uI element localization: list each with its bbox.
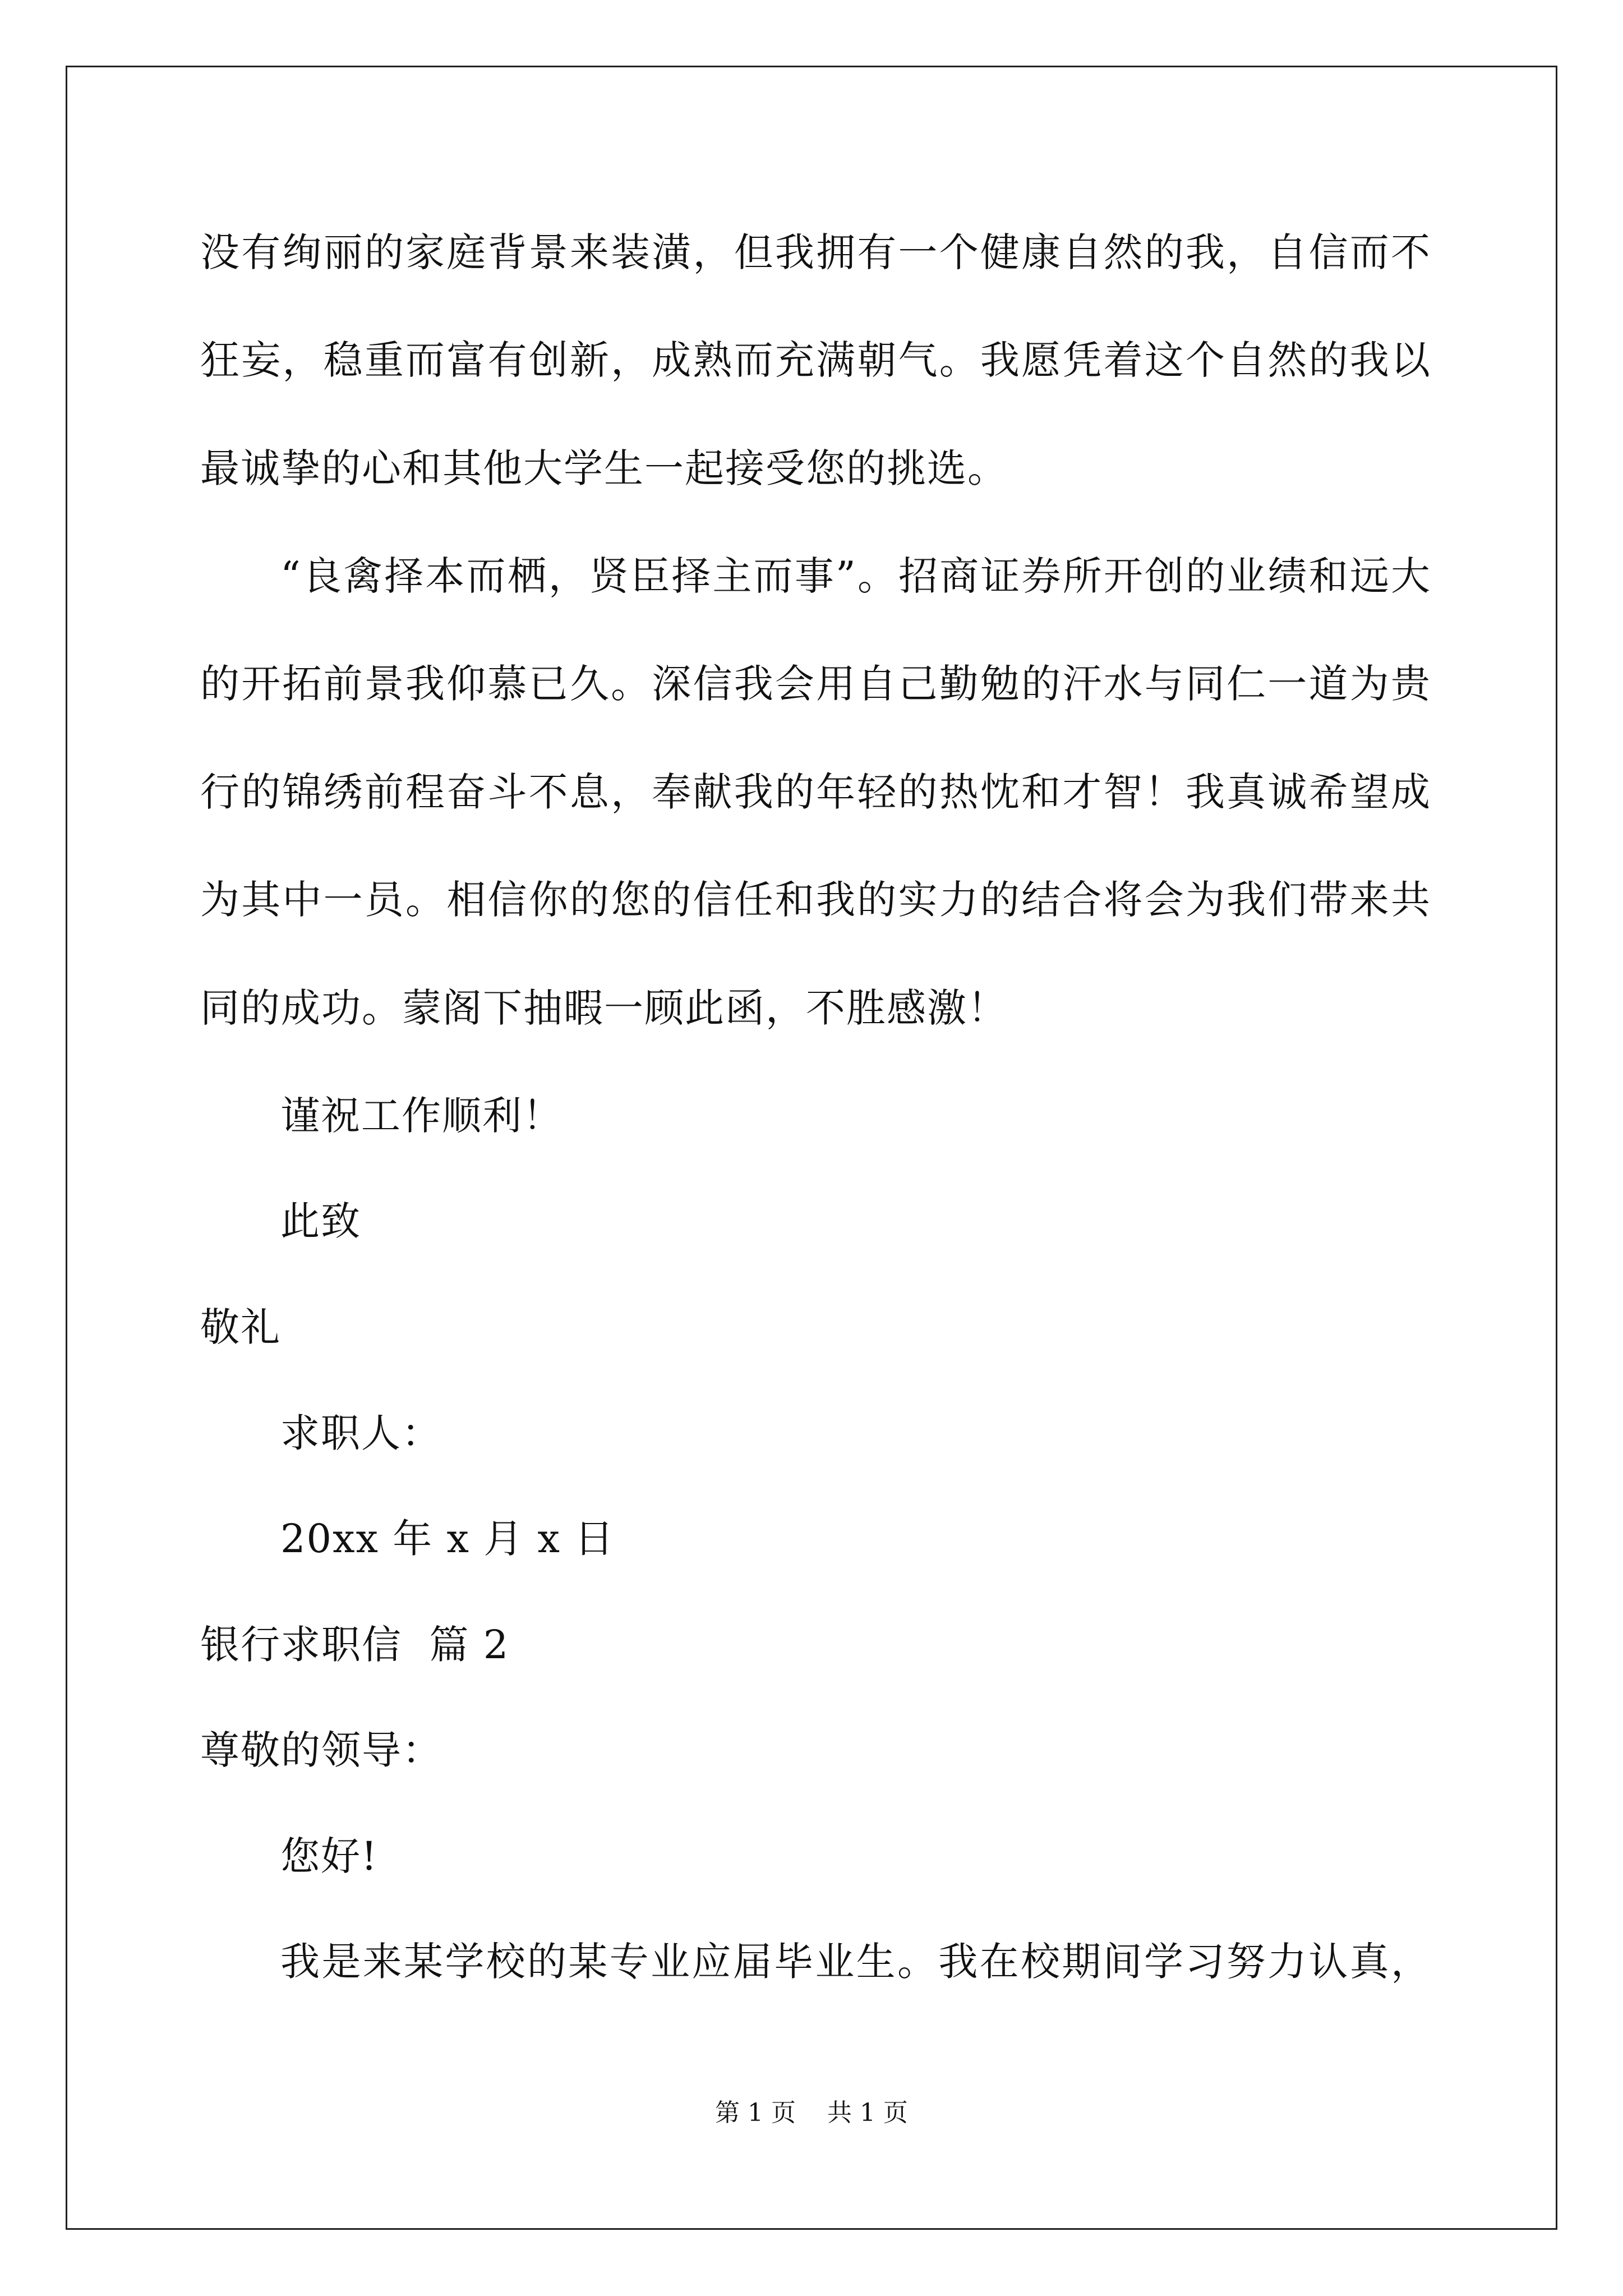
paragraph-line: 同的成功。蒙阁下抽暇一顾此函，不胜感激！ — [200, 985, 1008, 1031]
hello-line: 您好! — [280, 1833, 379, 1879]
page-footer: 第 1 页 共 1 页 — [715, 2099, 908, 2127]
section-heading: 银行求职信 篇 2 — [200, 1622, 510, 1668]
page-border — [66, 66, 1557, 2230]
greeting-line: 尊敬的领导： — [200, 1727, 442, 1773]
salutation-cizhi: 此致 — [280, 1198, 361, 1244]
closing-wish: 谨祝工作顺利！ — [280, 1093, 563, 1139]
paragraph-line: 的开拓前景我仰慕已久。深信我会用自己勤勉的汗水与同仁一道为贵 — [200, 661, 1431, 707]
applicant-label: 求职人： — [280, 1410, 442, 1456]
paragraph-line: 我是来某学校的某专业应届毕业生。我在校期间学习努力认真， — [280, 1939, 1431, 1985]
paragraph-line: 为其中一员。相信你的您的信任和我的实力的结合将会为我们带来共 — [200, 877, 1431, 923]
date-line: 20xx 年 x 月 x 日 — [280, 1516, 615, 1562]
paragraph-line: 狂妄，稳重而富有创新，成熟而充满朝气。我愿凭着这个自然的我以 — [200, 337, 1431, 383]
paragraph-line: 最诚挚的心和其他大学生一起接受您的挑选。 — [200, 445, 1008, 491]
paragraph-line: 行的锦绣前程奋斗不息，奉献我的年轻的热忱和才智！我真诚希望成 — [200, 769, 1431, 815]
paragraph-line: 没有绚丽的家庭背景来装潢，但我拥有一个健康自然的我，自信而不 — [200, 229, 1431, 275]
paragraph-line: “良禽择本而栖，贤臣择主而事”。招商证券所开创的业绩和远大 — [280, 553, 1431, 599]
salutation-jingli: 敬礼 — [200, 1304, 281, 1350]
